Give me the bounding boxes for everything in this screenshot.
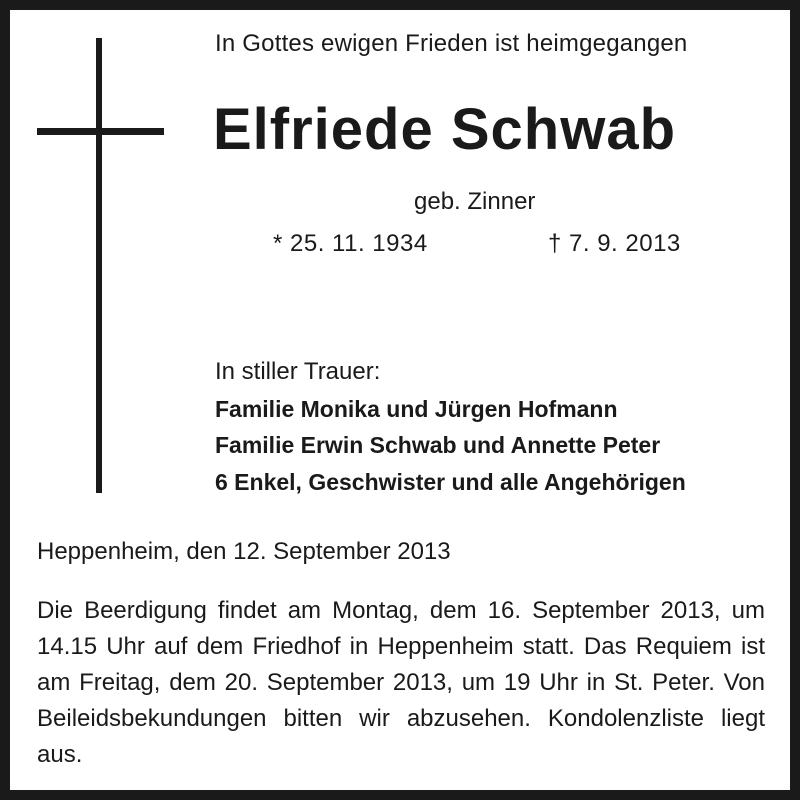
mourner-line: Familie Monika und Jürgen Hofmann bbox=[215, 396, 618, 422]
intro-line: In Gottes ewigen Frieden ist heimgegangen bbox=[215, 30, 688, 57]
mourning-label: In stiller Trauer: bbox=[215, 358, 381, 385]
cross-vertical-bar bbox=[96, 38, 102, 493]
death-date: † 7. 9. 2013 bbox=[548, 230, 681, 257]
mourner-line: 6 Enkel, Geschwister und alle Angehörigen bbox=[215, 469, 686, 495]
place-date: Heppenheim, den 12. September 2013 bbox=[37, 538, 451, 565]
deceased-name: Elfriede Schwab bbox=[213, 97, 677, 162]
birth-date: * 25. 11. 1934 bbox=[273, 230, 428, 257]
mourner-line: Familie Erwin Schwab und Annette Peter bbox=[215, 432, 661, 458]
funeral-details: Die Beerdigung findet am Montag, dem 16. September 2013, um 14.15 Uhr auf dem Friedhof in Heppenheim statt. Das Requiem ist am Freitag, dem 20. September 2013, um 19 Uhr in St. Peter. Von Beileidsbekundungen bitten wir abzusehen. Kondolenzliste liegt aus. bbox=[37, 597, 765, 768]
maiden-name: geb. Zinner bbox=[414, 188, 536, 215]
cross-horizontal-bar bbox=[37, 128, 164, 135]
